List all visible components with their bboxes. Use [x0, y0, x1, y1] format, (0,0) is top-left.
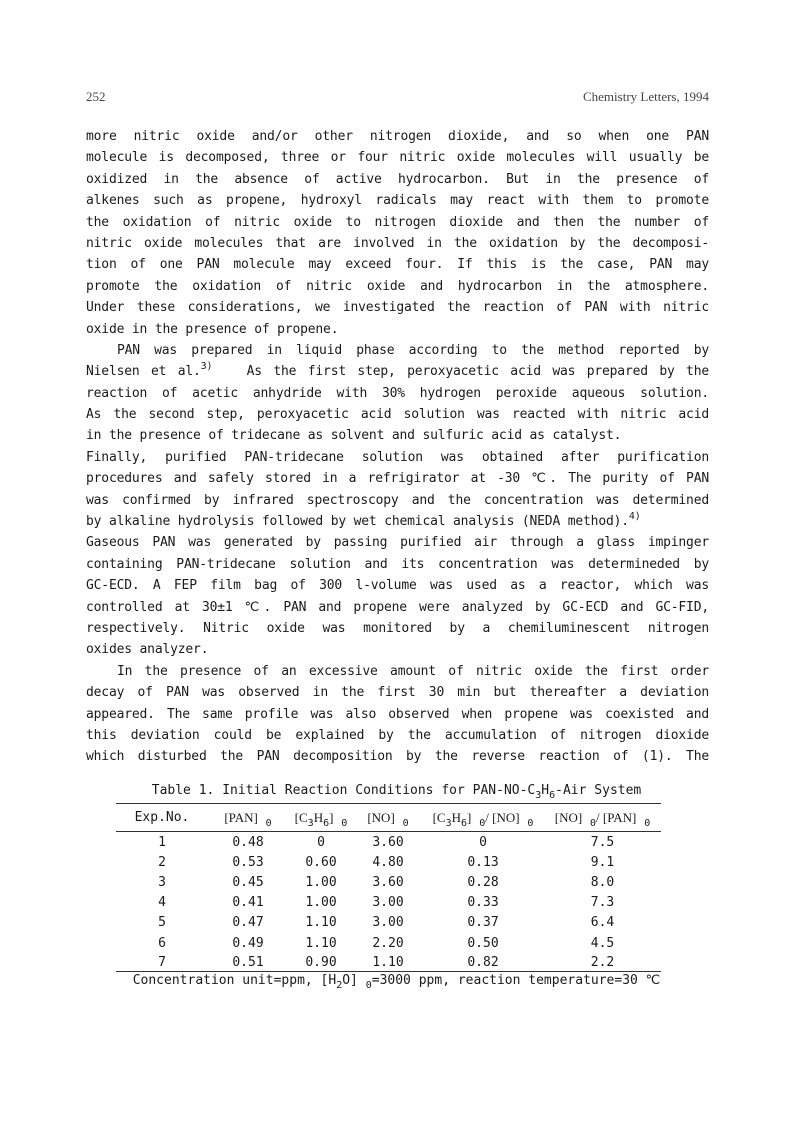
- table-cell: 0.82: [422, 953, 544, 972]
- body-text: [86, 126, 709, 768]
- table-cell: 6: [158, 935, 166, 951]
- col-header-pan: [PAN] $_0$: [208, 804, 288, 832]
- page-header: [86, 89, 709, 105]
- text-line: alkenes such as propene, hydroxyl radicals may react with them to promote: [86, 193, 709, 209]
- text-line: this deviation could be explained by the accumulation of nitrogen dioxide: [86, 727, 709, 743]
- table-caption: [0, 783, 793, 801]
- text-line: decay of PAN was observed in the first 30 min but thereafter a deviation: [86, 685, 709, 701]
- table-cell: 9.1: [590, 854, 615, 870]
- table-cell: 8.0: [590, 874, 615, 890]
- table-cell: 5: [158, 915, 166, 931]
- table-cell: 4: [158, 895, 166, 911]
- text-line: reaction of acetic anhydride with 30% hydrogen peroxide aqueous solution.: [86, 385, 709, 401]
- footnote-subscript: 2: [336, 980, 343, 991]
- table-cell: 6.4: [590, 915, 615, 931]
- footnote-text: O]: [342, 973, 358, 988]
- table-cell: 1.10: [305, 935, 337, 951]
- text-line: in the presence of tridecane as solvent and sulfuric acid as catalyst.: [86, 428, 622, 444]
- text-line: oxides analyzer.: [86, 642, 209, 658]
- text-line: [86, 361, 709, 382]
- table-cell: 2.20: [372, 935, 404, 951]
- table-cell: 7: [116, 953, 208, 972]
- text-line-content: PAN was prepared in liquid phase according to the method reported by: [117, 342, 709, 358]
- text-line: [86, 340, 709, 361]
- footnote-text: =3000 ppm, reaction temperature=30 ℃: [371, 973, 661, 988]
- reaction-conditions-table: [116, 803, 661, 972]
- table-cell: 3.00: [372, 915, 404, 931]
- text-line: tion of one PAN molecule may exceed four. If this is the case, PAN may: [86, 257, 709, 273]
- reference-superscript: 4): [628, 511, 641, 523]
- caption-text: H: [541, 783, 550, 798]
- text-line: procedures and safely stored in a refrigirator at -30 ℃. The purity of PAN: [86, 471, 709, 487]
- col-header-no-pan-ratio: [NO] $_0$/ [PAN] $_0$: [544, 804, 661, 832]
- table-cell: 0.28: [467, 874, 499, 890]
- text-line: [86, 661, 709, 682]
- col-header-c3h6: $[C_3H_6]$ $_0$: [288, 804, 354, 832]
- journal-name: Chemistry Letters, 1994: [582, 89, 709, 104]
- text-line: oxidized in the absence of active hydrocarbon. But in the presence of: [86, 171, 709, 187]
- caption-subscript: 3: [535, 790, 542, 801]
- text-line: molecule is decomposed, three or four nitric oxide molecules will usually be: [86, 150, 709, 166]
- text-line: Under these considerations, we investigated the reaction of PAN with nitric: [86, 300, 709, 316]
- table-row: [116, 852, 661, 872]
- table-cell: 0.49: [232, 935, 264, 951]
- table-row: [116, 933, 661, 953]
- footnote-text: Concentration unit=ppm, [H: [132, 973, 337, 988]
- col-header-c3h6-no-ratio: $[C_3H_6]$ $_0$/ [NO] $_0$: [422, 804, 544, 832]
- table-cell: 0.47: [232, 915, 264, 931]
- text-line: the oxidation of nitric oxide to nitrogen dioxide and then the number of: [86, 214, 709, 230]
- text-line-content: Nielsen et al.: [86, 364, 201, 380]
- text-line: more nitric oxide and/or other nitrogen dioxide, and so when one PAN: [86, 129, 709, 144]
- table-footnote: [0, 973, 793, 991]
- caption-subscript: 6: [549, 790, 556, 801]
- table-cell: 3: [158, 874, 166, 890]
- caption-text: Table 1. Initial Reaction Conditions for PAN-NO-C: [151, 783, 536, 798]
- table-cell: 0.51: [208, 953, 288, 972]
- caption-text: -Air System: [555, 783, 642, 798]
- text-line: nitric oxide molecules that are involved in the oxidation by the decomposi-: [86, 235, 709, 251]
- text-line-content: In the presence of an excessive amount of nitric oxide the first order: [117, 663, 709, 679]
- table-cell: 0.60: [305, 854, 337, 870]
- text-line-content: by alkaline hydrolysis followed by wet chemical analysis (NEDA method).: [86, 514, 629, 530]
- table-cell: 1.00: [305, 895, 337, 911]
- table-cell: 2.2: [544, 953, 661, 972]
- text-line: oxide in the presence of propene.: [86, 321, 339, 337]
- table-cell: 0.33: [467, 895, 499, 911]
- table-row: [116, 872, 661, 892]
- text-line: [86, 511, 709, 532]
- table-cell: 0.41: [232, 895, 264, 911]
- table-cell: 2: [158, 854, 166, 870]
- footnote-subscript: 0: [365, 980, 372, 991]
- text-line: promote the oxidation of nitric oxide and hydrocarbon in the atmosphere.: [86, 278, 709, 294]
- table-cell: 1.10: [305, 915, 337, 931]
- table-row: [116, 893, 661, 913]
- table-cell: 0.53: [232, 854, 264, 870]
- table-cell: 4.5: [590, 935, 615, 951]
- page-number: 252: [86, 89, 106, 104]
- table-row: [116, 913, 661, 933]
- col-header-exp: Exp.No.: [116, 804, 208, 832]
- text-line: was confirmed by infrared spectroscopy and the concentration was determined: [86, 492, 709, 508]
- col-header-no: [NO] $_0$: [354, 804, 422, 832]
- text-line: containing PAN-tridecane solution and its concentration was determineded by: [86, 556, 709, 572]
- table-row: [116, 953, 661, 972]
- text-line: Gaseous PAN was generated by passing purified air through a glass impinger: [86, 535, 709, 551]
- table-cell: 0.13: [467, 854, 499, 870]
- table-cell: 0.48: [232, 834, 264, 850]
- table-header-row: [116, 804, 661, 832]
- table-cell: 3.60: [372, 874, 404, 890]
- table-cell: 0.90: [288, 953, 354, 972]
- text-line: which disturbed the PAN decomposition by the reverse reaction of (1). The: [86, 749, 709, 765]
- text-line: controlled at 30±1 ℃. PAN and propene were analyzed by GC-ECD and GC-FID,: [86, 599, 709, 615]
- table-cell: 0.37: [467, 915, 499, 931]
- text-line: respectively. Nitric oxide was monitored by a chemiluminescent nitrogen: [86, 620, 709, 636]
- table-cell: 0.45: [232, 874, 264, 890]
- table-row: [116, 832, 661, 853]
- table-cell: 0.50: [467, 935, 499, 951]
- text-line: appeared. The same profile was also observed when propene was coexisted and: [86, 706, 709, 722]
- text-line: GC-ECD. A FEP film bag of 300 l-volume was used as a reactor, which was: [86, 578, 709, 594]
- table-cell: 3.00: [372, 895, 404, 911]
- text-line: As the second step, peroxyacetic acid solution was reacted with nitric acid: [86, 407, 709, 423]
- table-cell: 1.00: [305, 874, 337, 890]
- table-cell: 4.80: [372, 854, 404, 870]
- table-cell: 7.5: [590, 834, 615, 850]
- table-cell: 1.10: [354, 953, 422, 972]
- text-line-content: As the first step, peroxyacetic acid was prepared by the: [246, 364, 709, 380]
- table-cell: 0: [479, 834, 487, 850]
- table-cell: 0: [317, 834, 325, 850]
- table-cell: 7.3: [590, 895, 615, 911]
- reference-superscript: 3): [200, 361, 213, 373]
- table-cell: 3.60: [372, 834, 404, 850]
- table-cell: 1: [158, 834, 166, 850]
- text-line: Finally, purified PAN-tridecane solution was obtained after purification: [86, 449, 709, 465]
